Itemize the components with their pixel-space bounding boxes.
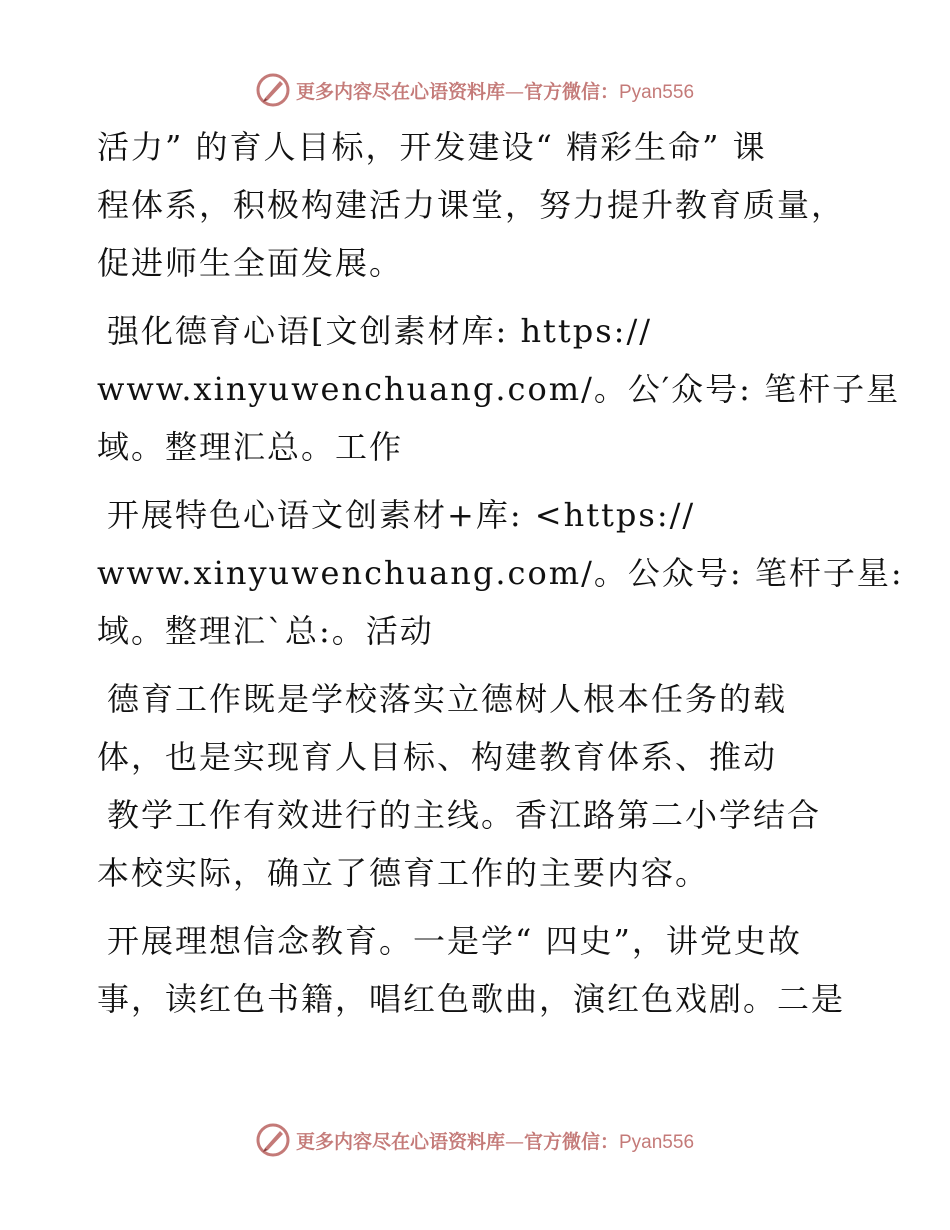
footer-watermark (0, 1122, 950, 1158)
text-line: 开展理想信念教育。一是学“ 四史”，讲党史故 (107, 922, 802, 960)
text-line: 开展特色心语文创素材+库: <https:// (107, 496, 696, 534)
text-line: 域。整理汇总。工作 (97, 428, 404, 466)
text-line: 促进师生全面发展。 (97, 244, 404, 282)
text-line: 事，读红色书籍，唱红色歌曲，演红色戏剧。二是 (97, 980, 846, 1018)
text-line: 强化德育心语[文创素材库: https:// (107, 312, 653, 350)
text-line: www.xinyuwenchuang.com/。公众号: 笔杆子星: (97, 554, 904, 592)
quill-pen-logo-icon (256, 1123, 290, 1157)
text-line: 活力” 的育人目标，开发建设“ 精彩生命” 课 (97, 128, 767, 166)
document-body (97, 118, 904, 1038)
paragraph (97, 302, 901, 476)
text-line: 德育工作既是学校落实立德树人根本任务的载 (107, 680, 788, 718)
text-line: 本校实际，确立了德育工作的主要内容。 (97, 854, 710, 892)
text-line: 域。整理汇`总:。活动 (97, 612, 434, 650)
watermark-text: 更多内容尽在心语资料库—官方微信：Pyan556 (295, 80, 695, 103)
watermark-text: 更多内容尽在心语资料库—官方微信：Pyan556 (295, 1130, 695, 1153)
text-line: 体，也是实现育人目标、构建教育体系、推动 (97, 738, 778, 776)
header-watermark (0, 72, 950, 108)
quill-pen-logo-icon (256, 73, 290, 107)
paragraph (97, 486, 904, 660)
text-line: 程体系，积极构建活力课堂，努力提升教育质量， (97, 186, 846, 224)
paragraph (97, 670, 877, 902)
paragraph (97, 118, 877, 292)
text-line: www.xinyuwenchuang.com/。公′众号: 笔杆子星 (97, 370, 901, 408)
text-line: 教学工作有效进行的主线。香江路第二小学结合 (107, 796, 822, 834)
paragraph (97, 912, 877, 1028)
